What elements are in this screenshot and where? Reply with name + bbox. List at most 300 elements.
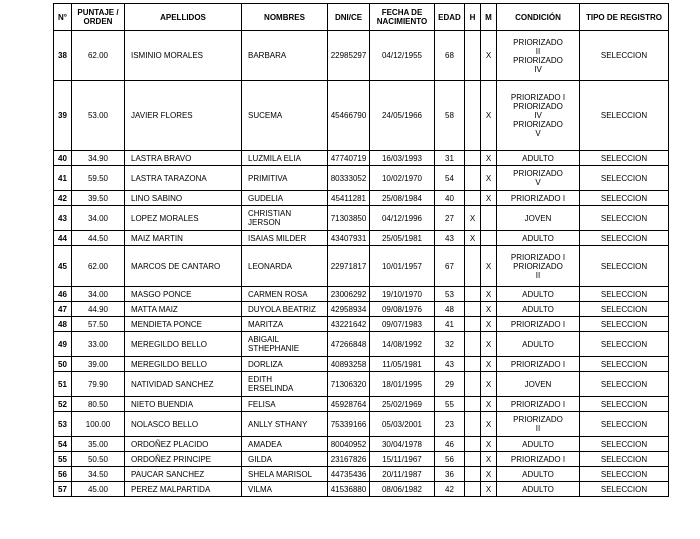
condicion-line: PRIORIZADO I <box>510 252 566 262</box>
header-fecha: FECHA DE NACIMIENTO <box>370 4 435 31</box>
header-n: N° <box>54 4 72 31</box>
edad-cell: 58 <box>435 81 465 151</box>
condicion-line: PRIORIZADO I <box>510 399 566 409</box>
edad-cell: 55 <box>435 397 465 412</box>
m-cell: X <box>481 151 497 166</box>
dni-cell: 41536880 <box>328 482 370 497</box>
header-apellidos: APELLIDOS <box>125 4 242 31</box>
fecha-cell: 10/01/1957 <box>370 246 435 287</box>
edad-cell: 43 <box>435 357 465 372</box>
header-dni: DNI/CE <box>328 4 370 31</box>
header-h: H <box>465 4 481 31</box>
puntaje-cell: 50.50 <box>72 452 125 467</box>
fecha-cell: 16/03/1993 <box>370 151 435 166</box>
nombres-cell <box>242 412 328 437</box>
h-cell: X <box>465 206 481 231</box>
dni-cell: 42958934 <box>328 302 370 317</box>
condicion-line: ADULTO <box>522 233 554 243</box>
dni-cell: 23006292 <box>328 287 370 302</box>
condicion-line: V <box>535 178 541 187</box>
dni-cell: 80333052 <box>328 166 370 191</box>
condicion-cell <box>497 231 580 246</box>
condicion-line: II <box>535 270 541 280</box>
edad-cell: 23 <box>435 412 465 437</box>
edad-cell: 42 <box>435 482 465 497</box>
row-number: 53 <box>54 412 72 437</box>
h-cell <box>465 452 481 467</box>
condicion-line: ADULTO <box>522 469 554 479</box>
tipo-cell: SELECCION <box>580 397 669 412</box>
dni-cell: 80040952 <box>328 437 370 452</box>
puntaje-cell: 34.90 <box>72 151 125 166</box>
nombres-cell <box>242 357 328 372</box>
nombres-line: MARITZA <box>248 319 284 329</box>
condicion-line: ADULTO <box>522 484 554 494</box>
row-number: 41 <box>54 166 72 191</box>
nombres-cell <box>242 31 328 81</box>
nombres-cell <box>242 81 328 151</box>
condicion-cell <box>497 467 580 482</box>
puntaje-cell: 39.50 <box>72 191 125 206</box>
fecha-cell: 11/05/1981 <box>370 357 435 372</box>
edad-cell: 46 <box>435 437 465 452</box>
condicion-cell <box>497 151 580 166</box>
tipo-cell: SELECCION <box>580 231 669 246</box>
nombres-line: ABIGAIL <box>248 335 280 344</box>
header-m: M <box>481 4 497 31</box>
row-number: 38 <box>54 31 72 81</box>
row-number: 52 <box>54 397 72 412</box>
edad-cell: 43 <box>435 231 465 246</box>
m-cell: X <box>481 372 497 397</box>
table-row <box>54 332 669 357</box>
fecha-cell: 20/11/1987 <box>370 467 435 482</box>
h-cell <box>465 467 481 482</box>
h-cell <box>465 166 481 191</box>
condicion-line: ADULTO <box>522 439 554 449</box>
row-number: 56 <box>54 467 72 482</box>
nombres-cell <box>242 166 328 191</box>
condicion-cell <box>497 206 580 231</box>
row-number: 46 <box>54 287 72 302</box>
puntaje-cell: 59.50 <box>72 166 125 191</box>
m-cell: X <box>481 412 497 437</box>
condicion-cell <box>497 482 580 497</box>
tipo-cell: SELECCION <box>580 191 669 206</box>
tipo-cell: SELECCION <box>580 246 669 287</box>
dni-cell: 47740719 <box>328 151 370 166</box>
condicion-line: PRIORIZADO I <box>510 319 566 329</box>
nombres-cell <box>242 332 328 357</box>
puntaje-cell: 44.50 <box>72 231 125 246</box>
row-number: 49 <box>54 332 72 357</box>
nombres-cell <box>242 452 328 467</box>
h-cell: X <box>465 231 481 246</box>
h-cell <box>465 437 481 452</box>
nombres-cell <box>242 302 328 317</box>
tipo-cell: SELECCION <box>580 437 669 452</box>
table-row <box>54 437 669 452</box>
tipo-cell: SELECCION <box>580 412 669 437</box>
condicion-cell <box>497 166 580 191</box>
nombres-line: ISAIAS MILDER <box>248 233 307 243</box>
tipo-cell: SELECCION <box>580 482 669 497</box>
condicion-line: PRIORIZADO <box>513 102 563 111</box>
dni-cell: 71306320 <box>328 372 370 397</box>
m-cell <box>481 206 497 231</box>
table-row <box>54 81 669 151</box>
nombres-line: EDITH <box>248 375 272 384</box>
tipo-cell: SELECCION <box>580 151 669 166</box>
fecha-cell: 09/08/1976 <box>370 302 435 317</box>
condicion-line: IV <box>534 111 542 120</box>
tipo-cell: SELECCION <box>580 357 669 372</box>
m-cell: X <box>481 467 497 482</box>
registry-table-page <box>53 3 668 497</box>
fecha-cell: 25/02/1969 <box>370 397 435 412</box>
condicion-cell <box>497 81 580 151</box>
edad-cell: 54 <box>435 166 465 191</box>
dni-cell: 43221642 <box>328 317 370 332</box>
m-cell: X <box>481 317 497 332</box>
m-cell: X <box>481 287 497 302</box>
tipo-cell: SELECCION <box>580 206 669 231</box>
table-row <box>54 302 669 317</box>
nombres-line: AMADEA <box>248 439 282 449</box>
nombres-line: SUCEMA <box>248 111 283 120</box>
tipo-cell: SELECCION <box>580 31 669 81</box>
condicion-line: JOVEN <box>524 379 552 389</box>
registry-table <box>53 3 669 497</box>
table-row <box>54 482 669 497</box>
h-cell <box>465 482 481 497</box>
apellidos-cell: NOLASCO BELLO <box>125 412 242 437</box>
tipo-cell: SELECCION <box>580 332 669 357</box>
fecha-cell: 09/07/1983 <box>370 317 435 332</box>
apellidos-cell: ORDOÑEZ PLACIDO <box>125 437 242 452</box>
condicion-line: PRIORIZADO <box>513 261 563 271</box>
h-cell <box>465 412 481 437</box>
dni-cell: 23167826 <box>328 452 370 467</box>
condicion-cell <box>497 372 580 397</box>
tipo-cell: SELECCION <box>580 287 669 302</box>
puntaje-cell: 34.00 <box>72 287 125 302</box>
dni-cell: 75339166 <box>328 412 370 437</box>
nombres-cell <box>242 231 328 246</box>
m-cell: X <box>481 31 497 81</box>
row-number: 55 <box>54 452 72 467</box>
edad-cell: 48 <box>435 302 465 317</box>
fecha-cell: 25/08/1984 <box>370 191 435 206</box>
condicion-line: V <box>535 129 541 138</box>
apellidos-cell: MENDIETA PONCE <box>125 317 242 332</box>
fecha-cell: 30/04/1978 <box>370 437 435 452</box>
nombres-cell <box>242 482 328 497</box>
nombres-cell <box>242 317 328 332</box>
puntaje-cell: 79.90 <box>72 372 125 397</box>
table-row <box>54 191 669 206</box>
table-row <box>54 231 669 246</box>
nombres-line: BARBARA <box>248 51 287 60</box>
table-row <box>54 397 669 412</box>
edad-cell: 36 <box>435 467 465 482</box>
nombres-line: FELISA <box>248 399 276 409</box>
dni-cell: 40893258 <box>328 357 370 372</box>
condicion-cell <box>497 452 580 467</box>
apellidos-cell: LINO SABINO <box>125 191 242 206</box>
condicion-cell <box>497 412 580 437</box>
table-row <box>54 246 669 287</box>
h-cell <box>465 332 481 357</box>
nombres-cell <box>242 287 328 302</box>
table-row <box>54 467 669 482</box>
row-number: 47 <box>54 302 72 317</box>
h-cell <box>465 287 481 302</box>
m-cell: X <box>481 246 497 287</box>
fecha-cell: 19/10/1970 <box>370 287 435 302</box>
h-cell <box>465 357 481 372</box>
edad-cell: 67 <box>435 246 465 287</box>
nombres-line: VILMA <box>248 484 273 494</box>
condicion-line: PRIORIZADO <box>513 120 563 129</box>
condicion-cell <box>497 332 580 357</box>
h-cell <box>465 191 481 206</box>
h-cell <box>465 31 481 81</box>
condicion-cell <box>497 191 580 206</box>
header-row <box>54 4 669 31</box>
puntaje-cell: 80.50 <box>72 397 125 412</box>
nombres-line: CARMEN ROSA <box>248 289 308 299</box>
condicion-line: PRIORIZADO <box>513 55 563 65</box>
puntaje-cell: 35.00 <box>72 437 125 452</box>
m-cell: X <box>481 437 497 452</box>
dni-cell: 45411281 <box>328 191 370 206</box>
puntaje-cell: 34.00 <box>72 206 125 231</box>
m-cell: X <box>481 81 497 151</box>
dni-cell: 47266848 <box>328 332 370 357</box>
puntaje-cell: 100.00 <box>72 412 125 437</box>
nombres-cell <box>242 151 328 166</box>
nombres-line: JERSON <box>248 218 281 227</box>
apellidos-cell: LASTRA BRAVO <box>125 151 242 166</box>
row-number: 48 <box>54 317 72 332</box>
condicion-line: PRIORIZADO <box>513 415 563 424</box>
m-cell: X <box>481 302 497 317</box>
m-cell: X <box>481 452 497 467</box>
nombres-cell <box>242 206 328 231</box>
nombres-line: CHRISTIAN <box>248 209 292 218</box>
condicion-line: PRIORIZADO I <box>510 193 566 203</box>
puntaje-cell: 39.00 <box>72 357 125 372</box>
h-cell <box>465 397 481 412</box>
condicion-line: ADULTO <box>522 339 554 349</box>
apellidos-cell: MARCOS DE CANTARO <box>125 246 242 287</box>
condicion-line: ADULTO <box>522 304 554 314</box>
nombres-cell <box>242 191 328 206</box>
edad-cell: 32 <box>435 332 465 357</box>
nombres-line: SHELA MARISOL <box>248 469 313 479</box>
m-cell: X <box>481 482 497 497</box>
edad-cell: 29 <box>435 372 465 397</box>
tipo-cell: SELECCION <box>580 302 669 317</box>
table-row <box>54 206 669 231</box>
h-cell <box>465 81 481 151</box>
m-cell: X <box>481 357 497 372</box>
puntaje-cell: 53.00 <box>72 81 125 151</box>
table-row <box>54 317 669 332</box>
nombres-line: DUYOLA BEATRIZ <box>248 304 316 314</box>
edad-cell: 56 <box>435 452 465 467</box>
row-number: 43 <box>54 206 72 231</box>
h-cell <box>465 317 481 332</box>
condicion-cell <box>497 317 580 332</box>
edad-cell: 41 <box>435 317 465 332</box>
nombres-cell <box>242 467 328 482</box>
apellidos-cell: NATIVIDAD SANCHEZ <box>125 372 242 397</box>
condicion-cell <box>497 287 580 302</box>
nombres-line: ANLLY STHANY <box>248 419 308 429</box>
apellidos-cell: LASTRA TARAZONA <box>125 166 242 191</box>
condicion-cell <box>497 437 580 452</box>
dni-cell: 22985297 <box>328 31 370 81</box>
puntaje-cell: 62.00 <box>72 31 125 81</box>
h-cell <box>465 372 481 397</box>
header-nombres: NOMBRES <box>242 4 328 31</box>
fecha-cell: 24/05/1966 <box>370 81 435 151</box>
dni-cell: 44735436 <box>328 467 370 482</box>
apellidos-cell: MEREGILDO BELLO <box>125 357 242 372</box>
table-row <box>54 452 669 467</box>
condicion-line: JOVEN <box>524 213 552 223</box>
fecha-cell: 05/03/2001 <box>370 412 435 437</box>
nombres-line: PRIMITIVA <box>248 173 288 183</box>
puntaje-cell: 57.50 <box>72 317 125 332</box>
h-cell <box>465 302 481 317</box>
apellidos-cell: ORDOÑEZ PRINCIPE <box>125 452 242 467</box>
edad-cell: 27 <box>435 206 465 231</box>
condicion-line: PRIORIZADO I <box>510 359 566 369</box>
nombres-cell <box>242 397 328 412</box>
nombres-line: LEONARDA <box>248 261 293 271</box>
table-row <box>54 357 669 372</box>
condicion-line: ADULTO <box>522 289 554 299</box>
row-number: 39 <box>54 81 72 151</box>
apellidos-cell: MAIZ MARTIN <box>125 231 242 246</box>
fecha-cell: 18/01/1995 <box>370 372 435 397</box>
edad-cell: 31 <box>435 151 465 166</box>
nombres-cell <box>242 246 328 287</box>
edad-cell: 68 <box>435 31 465 81</box>
apellidos-cell: LOPEZ MORALES <box>125 206 242 231</box>
m-cell: X <box>481 191 497 206</box>
row-number: 42 <box>54 191 72 206</box>
tipo-cell: SELECCION <box>580 467 669 482</box>
table-row <box>54 151 669 166</box>
fecha-cell: 14/08/1992 <box>370 332 435 357</box>
table-row <box>54 166 669 191</box>
table-row <box>54 372 669 397</box>
nombres-line: LUZMILA ELIA <box>248 153 301 163</box>
fecha-cell: 08/06/1982 <box>370 482 435 497</box>
apellidos-cell: MASGO PONCE <box>125 287 242 302</box>
table-row <box>54 287 669 302</box>
dni-cell: 43407931 <box>328 231 370 246</box>
apellidos-cell: ISMINIO MORALES <box>125 31 242 81</box>
fecha-cell: 25/05/1981 <box>370 231 435 246</box>
m-cell: X <box>481 397 497 412</box>
tipo-cell: SELECCION <box>580 166 669 191</box>
row-number: 40 <box>54 151 72 166</box>
tipo-cell: SELECCION <box>580 452 669 467</box>
condicion-line: II <box>535 424 541 433</box>
fecha-cell: 04/12/1996 <box>370 206 435 231</box>
nombres-line: STHEPHANIE <box>248 344 300 353</box>
condicion-cell <box>497 31 580 81</box>
puntaje-cell: 34.50 <box>72 467 125 482</box>
nombres-cell <box>242 437 328 452</box>
h-cell <box>465 151 481 166</box>
dni-cell: 71303850 <box>328 206 370 231</box>
row-number: 44 <box>54 231 72 246</box>
apellidos-cell: NIETO BUENDIA <box>125 397 242 412</box>
row-number: 45 <box>54 246 72 287</box>
condicion-line: II <box>535 46 541 56</box>
table-row <box>54 31 669 81</box>
m-cell: X <box>481 166 497 191</box>
nombres-line: GILDA <box>248 454 273 464</box>
condicion-line: ADULTO <box>522 153 554 163</box>
tipo-cell: SELECCION <box>580 81 669 151</box>
m-cell: X <box>481 332 497 357</box>
row-number: 51 <box>54 372 72 397</box>
fecha-cell: 15/11/1967 <box>370 452 435 467</box>
header-edad: EDAD <box>435 4 465 31</box>
h-cell <box>465 246 481 287</box>
tipo-cell: SELECCION <box>580 317 669 332</box>
header-tipo: TIPO DE REGISTRO <box>580 4 669 31</box>
nombres-line: ERSELINDA <box>248 384 294 393</box>
condicion-line: PRIORIZADO <box>513 169 563 178</box>
row-number: 50 <box>54 357 72 372</box>
fecha-cell: 04/12/1955 <box>370 31 435 81</box>
apellidos-cell: PAUCAR SANCHEZ <box>125 467 242 482</box>
puntaje-cell: 62.00 <box>72 246 125 287</box>
header-puntaje: PUNTAJE / ORDEN <box>72 4 125 31</box>
dni-cell: 22971817 <box>328 246 370 287</box>
nombres-cell <box>242 372 328 397</box>
condicion-cell <box>497 246 580 287</box>
row-number: 54 <box>54 437 72 452</box>
apellidos-cell: JAVIER FLORES <box>125 81 242 151</box>
puntaje-cell: 45.00 <box>72 482 125 497</box>
puntaje-cell: 44.90 <box>72 302 125 317</box>
dni-cell: 45466790 <box>328 81 370 151</box>
edad-cell: 40 <box>435 191 465 206</box>
nombres-line: DORLIZA <box>248 359 283 369</box>
m-cell <box>481 231 497 246</box>
table-row <box>54 412 669 437</box>
fecha-cell: 10/02/1970 <box>370 166 435 191</box>
puntaje-cell: 33.00 <box>72 332 125 357</box>
condicion-line: PRIORIZADO I <box>510 454 566 464</box>
apellidos-cell: PEREZ MALPARTIDA <box>125 482 242 497</box>
table-body <box>54 31 669 497</box>
dni-cell: 45928764 <box>328 397 370 412</box>
condicion-line: IV <box>534 64 542 74</box>
condicion-line: PRIORIZADO <box>513 37 563 47</box>
condicion-cell <box>497 302 580 317</box>
apellidos-cell: MEREGILDO BELLO <box>125 332 242 357</box>
